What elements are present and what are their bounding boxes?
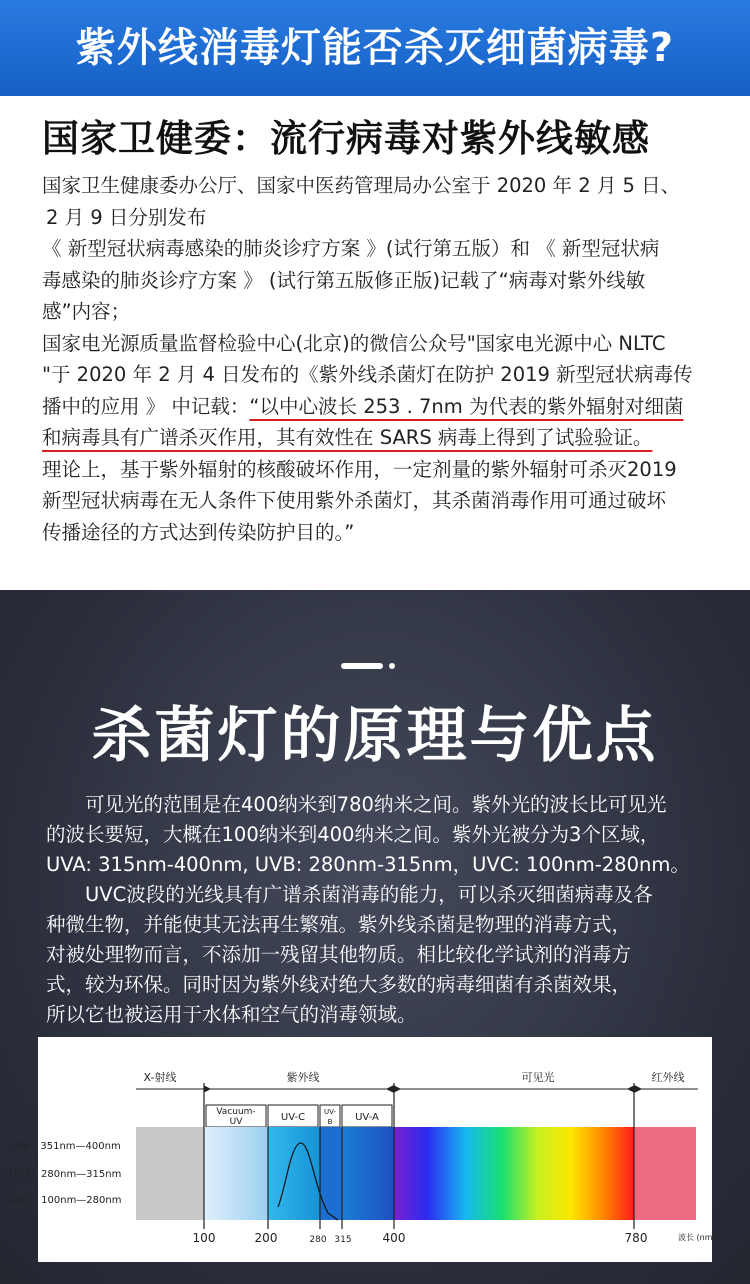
body-line-1: 国家卫生健康委办公厅、国家中医药管理局办公室于 2020 年 2 月 5 日、 [42,174,681,197]
decorative-dash-icon [341,663,397,671]
region-label-infrared: 红外线 [651,1071,685,1084]
uvb-band [320,1127,342,1220]
band-uva: UV-A [355,1112,379,1123]
section2-body [46,790,726,1030]
top-banner [0,0,750,96]
region-arrows [136,1086,698,1092]
section2-heading: 杀菌灯的原理与优点 [91,701,659,771]
section1-body [42,170,722,548]
body-line-12: 传播途径的方式达到传染防护目的。” [42,520,355,544]
tick-400: 400 [382,1231,406,1245]
body-line-8-prefix: 播中的应用 》 中记载： [42,394,250,418]
uva-band [342,1127,394,1220]
body-line-8 [42,391,722,423]
band-uvb-line1: UV- [323,1108,337,1116]
tick-100: 100 [192,1231,216,1245]
body-line-3: 《 新型冠状病毒感染的肺炎诊疗方案 》(试行第五版）和 《 新型冠状病 [42,237,660,260]
principle-line-4: UVC波段的光线具有广谱杀菌消毒的能力，可以杀灭细菌病毒及各 [46,883,653,906]
tick-280: 280 [309,1235,327,1245]
uvc-band [268,1127,320,1220]
principle-line-6: 对被处理物而言，不添加一残留其他物质。相比较化学试剂的消毒方 [46,943,632,966]
body-line-9 [42,422,722,454]
spectrum-svg [10,1037,716,1262]
infrared-band [634,1127,696,1220]
body-line-2: 2 月 9 日分别发布 [46,205,207,229]
tick-780: 780 [624,1231,648,1245]
tick-200: 200 [254,1231,278,1245]
band-uvc: UV-C [280,1112,306,1123]
legend-uvb: UVB：280nm—315nm [10,1169,122,1180]
principle-line-2: 的波长要短，大概在100纳米到400纳米之间。紫外光被分为3个区域， [46,823,660,846]
tick-315: 315 [334,1235,352,1245]
visible-band [394,1127,634,1220]
band-uvb-line2: B [327,1118,333,1126]
band-vacuum-line1: Vacuum- [216,1107,256,1117]
body-line-11: 新型冠状病毒在无人条件下使用紫外杀菌灯，其杀菌消毒作用可通过破坏 [42,489,667,512]
banner-title: 紫外线消毒灯能否杀灭细菌病毒? [75,25,675,71]
axis-unit: 波长 (nm) [678,1233,716,1242]
principle-line-1: 可见光的范围是在400纳米到780纳米之间。紫外光的波长比可见光 [46,793,667,816]
legend-uva: UVA：351nm—400nm [10,1141,121,1152]
legend-uvc: UVC：100nm—280nm [10,1195,122,1206]
body-line-5: 感”内容； [42,300,131,323]
body-line-10: 理论上，基于紫外辐射的核酸破坏作用，一定剂量的紫外辐射可杀灭2019 [42,457,677,481]
highlighted-quote-1: “以中心波长 253 . 7nm 为代表的紫外辐射对细菌 [249,394,684,418]
principle-line-8: 所以它也被运用于水体和空气的消毒领域。 [46,1003,417,1026]
band-vacuum-line2: UV [229,1117,243,1127]
region-label-visible: 可见光 [521,1071,555,1084]
region-label-uv: 紫外线 [286,1071,320,1084]
body-line-7: "于 2020 年 2 月 4 日发布的《紫外线杀菌灯在防护 2019 新型冠状病毒传 [42,363,693,386]
body-line-4: 毒感染的肺炎诊疗方案 》 (试行第五版修正版)记载了“病毒对紫外线敏 [42,268,646,292]
body-line-6: 国家电光源质量监督检验中心(北京)的微信公众号"国家电光源中心 NLTC [42,331,666,355]
spectrum-diagram [10,1037,716,1262]
principle-line-5: 种微生物，并能使其无法再生繁殖。紫外线杀菌是物理的消毒方式， [46,913,632,936]
principle-line-3: UVA: 315nm-400nm, UVB: 280nm-315nm，UVC: 100nm-280nm。 [46,853,690,876]
vacuum-uv-band [204,1127,268,1220]
xray-band [136,1127,204,1220]
highlighted-quote-2: 和病毒具有广谱杀灭作用，其有效性在 SARS 病毒上得到了试验验证。 [42,426,653,449]
section1-heading: 国家卫健委：流行病毒对紫外线敏感 [42,117,650,160]
region-label-xray: X-射线 [143,1071,177,1084]
principle-line-7: 式，较为环保。同时因为紫外线对绝大多数的病毒细菌有杀菌效果， [46,973,632,996]
